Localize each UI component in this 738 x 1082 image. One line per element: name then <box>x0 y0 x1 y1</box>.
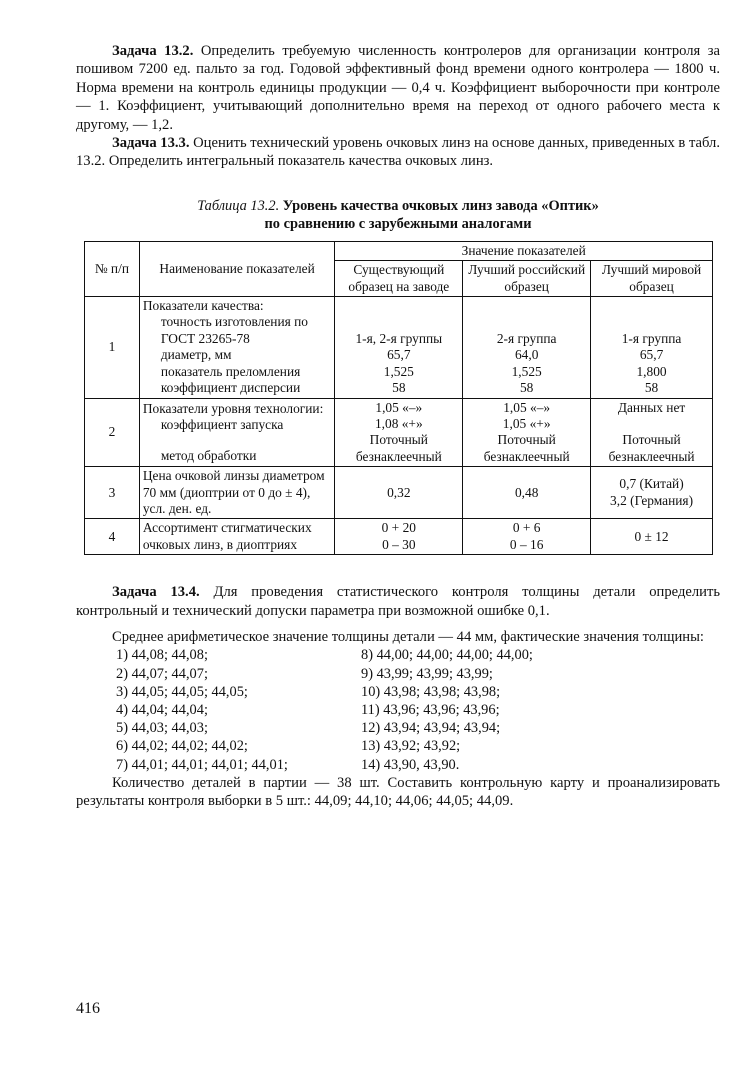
cell-value: 1,800 <box>636 363 667 379</box>
cell-world: 0 ± 12 <box>591 519 713 555</box>
task-13-3 <box>76 134 720 171</box>
cell-existing: 0,32 <box>335 467 463 519</box>
row-title: Показатели качества: <box>142 298 264 314</box>
value-item: 3) 44,05; 44,05; 44,05; <box>116 683 248 700</box>
task-text: Оценить технический уровень очковых линз на основе данных, приведенных в табл. 13.2. Определить интегральный показатель качества очковых линз. <box>76 135 720 170</box>
cell-value: 0 – 30 <box>382 536 416 552</box>
cell-value: 1,05 «–» <box>503 399 551 415</box>
cell-value: 1,05 «–» <box>375 399 423 415</box>
value-item: 14) 43,90, 43,90. <box>361 756 460 773</box>
cell-value: 1,08 «+» <box>374 415 423 431</box>
row-subitem: коэффициент запуска <box>160 417 284 433</box>
cell-value: 64,0 <box>514 347 539 363</box>
task-label: Задача 13.2. <box>112 43 194 59</box>
task-13-4-batch: Количество деталей в партии — 38 шт. Составить контрольную карту и проанализировать результаты контроля выборки в 5 шт.: 44,09; 44,10; 44,06; 44,05; 44,09. <box>76 774 720 810</box>
page-number: 416 <box>76 1000 100 1017</box>
task-label: Задача 13.3. <box>112 135 190 152</box>
cell-value: Поточный безнаклеечный <box>483 432 570 464</box>
cell-existing <box>335 398 463 467</box>
row-subitem: диаметр, мм <box>160 347 232 363</box>
value-item: 2) 44,07; 44,07; <box>116 665 208 682</box>
header-col-russian: Лучший российский образец <box>463 261 591 297</box>
value-item: 10) 43,98; 43,98; 43,98; <box>361 683 501 700</box>
value-item: 12) 43,94; 43,94; 43,94; <box>361 720 501 737</box>
cell-russian: 0,48 <box>463 467 591 519</box>
row-number: 3 <box>85 467 140 519</box>
page-content <box>76 42 720 811</box>
value-item: 4) 44,04; 44,04; <box>116 701 208 718</box>
quality-table <box>84 241 713 555</box>
value-item: 5) 44,03; 44,03; <box>116 720 208 737</box>
row-subitem: точность изготовления по ГОСТ 23265-78 <box>160 314 309 346</box>
row-number: 1 <box>85 297 140 398</box>
cell-value: 0 – 16 <box>509 536 544 552</box>
header-col-world: Лучший мировой образец <box>591 261 713 297</box>
cell-value: Поточный безнаклеечный <box>608 432 695 464</box>
header-values: Значение показателей <box>335 241 713 260</box>
value-item: 7) 44,01; 44,01; 44,01; 44,01; <box>116 756 288 773</box>
cell-world <box>591 467 713 519</box>
thickness-values <box>76 646 720 773</box>
cell-russian <box>463 519 591 555</box>
cell-value: 0,7 (Китай) <box>619 476 684 492</box>
row-name: Ассортимент стигматических очковых линз, в диоптриях <box>139 519 335 555</box>
row-number: 4 <box>85 519 140 555</box>
values-column-left <box>76 646 361 773</box>
row-number: 2 <box>85 398 140 467</box>
task-13-4-details: Среднее арифметическое значение толщины детали — 44 мм, фактические значения толщины: <box>112 628 704 645</box>
task-13-2 <box>76 42 720 134</box>
value-item: 11) 43,96; 43,96; 43,96; <box>361 701 500 718</box>
cell-value: 58 <box>392 380 406 396</box>
row-subitem: показатель преломления <box>160 363 301 379</box>
cell-value: 3,2 (Германия) <box>610 492 694 508</box>
table-row <box>85 467 713 519</box>
table-caption <box>76 197 720 233</box>
row-name: Цена очковой линзы диаметром 70 мм (диоптрии от 0 до ± 4), усл. ден. ед. <box>139 467 335 519</box>
task-text: Для проведения статистического контроля толщины детали определить контрольный и технический допуски параметра при возможной ошибке 0,1. <box>76 584 720 619</box>
cell-value: 65,7 <box>387 347 411 363</box>
table-row <box>85 398 713 467</box>
row-title: Показатели уровня технологии: <box>142 400 324 416</box>
cell-existing <box>335 297 463 398</box>
row-subitem: метод обработки <box>160 447 257 463</box>
cell-world <box>591 398 713 467</box>
cell-value: Данных нет <box>617 399 686 415</box>
values-column-right <box>361 646 701 773</box>
header-name: Наименование показателей <box>139 241 335 296</box>
value-item: 9) 43,99; 43,99; 43,99; <box>361 665 493 682</box>
cell-value: Поточный безнаклеечный <box>355 432 442 464</box>
row-name <box>139 398 335 467</box>
task-13-4 <box>76 583 720 620</box>
cell-value: 1,525 <box>383 363 414 379</box>
cell-value: 1,525 <box>511 363 542 379</box>
cell-value: 1-я, 2-я группы <box>355 330 443 346</box>
row-subitem: коэффициент дисперсии <box>160 380 301 396</box>
header-col-existing: Существующий образец на заводе <box>335 261 463 297</box>
row-name <box>139 297 335 398</box>
cell-world <box>591 297 713 398</box>
table-row <box>85 297 713 398</box>
value-item: 13) 43,92; 43,92; <box>361 738 461 755</box>
task-text: Определить требуемую численность контролеров для организации контроля за пошивом 7200 ед. пальто за год. Годовой эффективный фонд времени одного контролера — 1800 ч. Норма времени на контроль единицы продукции — 0,4 ч. Коэффициент выборочности при контроле — 1. Коэффициент, учитывающий дополнительно время на переход от одного рабочего места к другому, — 1,2. <box>76 43 720 133</box>
cell-value: 0 + 20 <box>381 520 416 536</box>
cell-russian <box>463 398 591 467</box>
cell-existing <box>335 519 463 555</box>
table-caption-line2: по сравнению с зарубежными аналогами <box>264 215 532 232</box>
table-row <box>85 519 713 555</box>
table-caption-line1: Уровень качества очковых линз завода «Оптик» <box>279 197 599 214</box>
value-item: 6) 44,02; 44,02; 44,02; <box>116 738 248 755</box>
cell-value: 0 + 6 <box>512 520 541 536</box>
header-number: № п/п <box>85 241 140 296</box>
table-caption-label: Таблица 13.2. <box>197 197 280 214</box>
value-item: 8) 44,00; 44,00; 44,00; 44,00; <box>361 647 533 664</box>
cell-value: 2-я группа <box>496 330 557 346</box>
cell-value: 1,05 «+» <box>502 415 551 431</box>
cell-russian <box>463 297 591 398</box>
cell-value: 65,7 <box>639 347 664 363</box>
value-item: 1) 44,08; 44,08; <box>116 647 208 664</box>
cell-value: 58 <box>644 380 659 396</box>
cell-value: 58 <box>519 380 534 396</box>
cell-value: 1-я группа <box>621 330 682 346</box>
task-label: Задача 13.4. <box>112 584 200 601</box>
table-header-row <box>85 241 713 260</box>
